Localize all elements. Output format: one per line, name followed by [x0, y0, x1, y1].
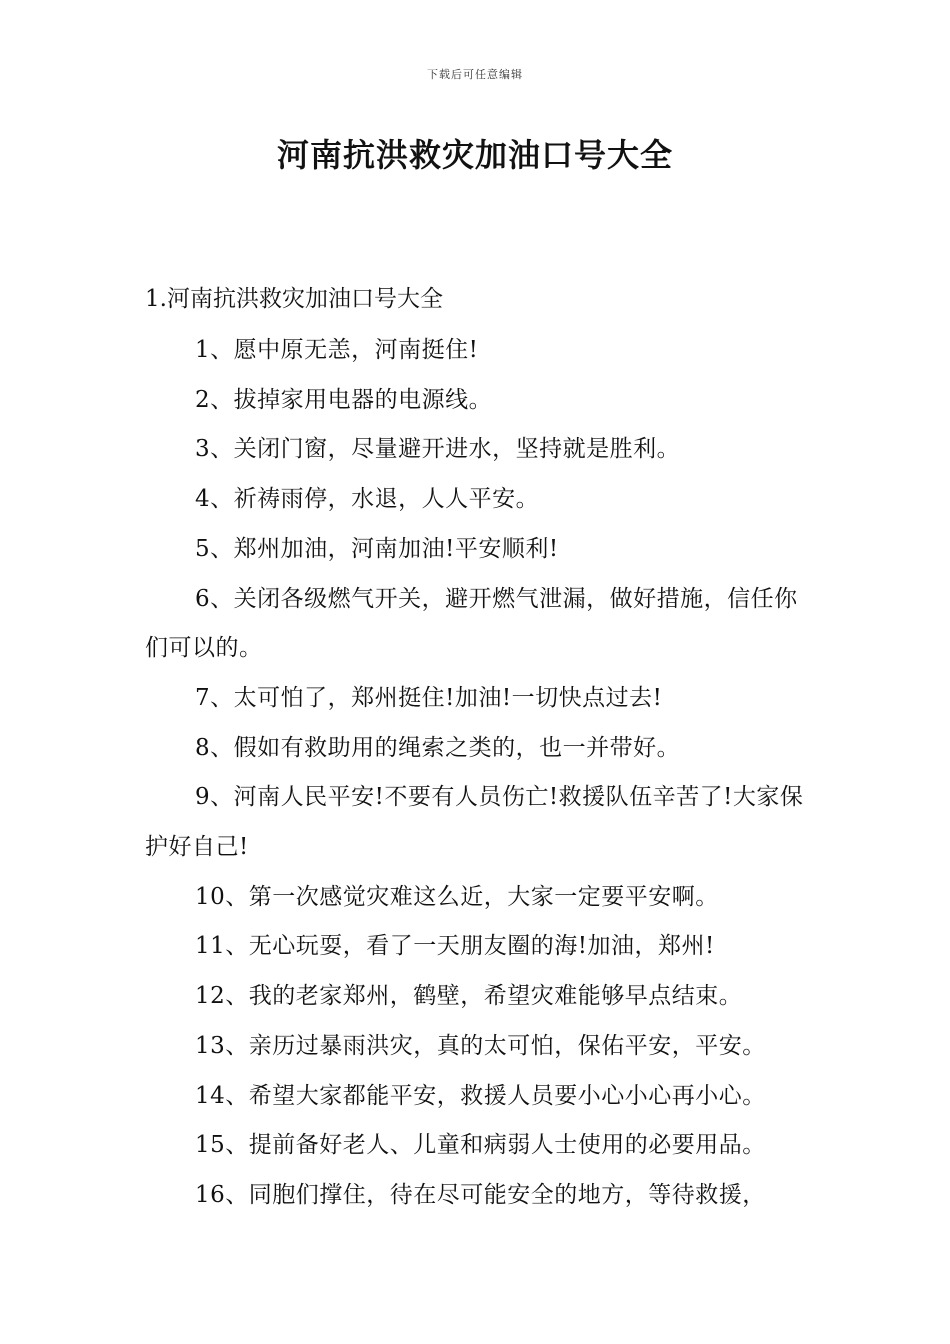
header-note: 下载后可任意编辑 [427, 68, 523, 81]
slogan-item: 6、关闭各级燃气开关，避开燃气泄漏，做好措施，信任你们可以的。 [145, 585, 798, 662]
slogan-item: 10、第一次感觉灾难这么近，大家一定要平安啊。 [195, 883, 719, 910]
slogan-item: 16、同胞们撑住，待在尽可能安全的地方，等待救援， [195, 1181, 766, 1208]
slogan-item: 11、无心玩耍，看了一天朋友圈的海!加油，郑州! [195, 933, 715, 960]
slogan-item: 1、愿中原无恙，河南挺住! [195, 337, 479, 363]
slogan-item: 14、希望大家都能平安，救援人员要小心小心再小心。 [195, 1082, 766, 1109]
slogan-item: 2、拔掉家用电器的电源线。 [195, 386, 493, 413]
slogan-item: 5、郑州加油，河南加油!平安顺利! [195, 535, 559, 562]
slogan-list [145, 326, 815, 1221]
slogan-item: 9、河南人民平安!不要有人员伤亡!救援队伍辛苦了!大家保护好自己! [145, 784, 804, 861]
slogan-item: 15、提前备好老人、儿童和病弱人士使用的必要用品。 [195, 1132, 766, 1159]
section-heading: 1.河南抗洪救灾加油口号大全 [145, 286, 443, 312]
slogan-item: 3、关闭门窗，尽量避开进水，坚持就是胜利。 [195, 436, 681, 463]
document-title: 河南抗洪救灾加油口号大全 [276, 136, 673, 174]
slogan-item: 12、我的老家郑州，鹤壁，希望灾难能够早点结束。 [195, 983, 743, 1010]
slogan-item: 4、祈祷雨停，水退，人人平安。 [195, 486, 540, 513]
slogan-item: 7、太可怕了，郑州挺住!加油!一切快点过去! [195, 684, 663, 711]
slogan-item: 8、假如有救助用的绳索之类的，也一并带好。 [195, 734, 681, 761]
slogan-item: 13、亲历过暴雨洪灾，真的太可怕，保佑平安，平安。 [195, 1032, 766, 1059]
